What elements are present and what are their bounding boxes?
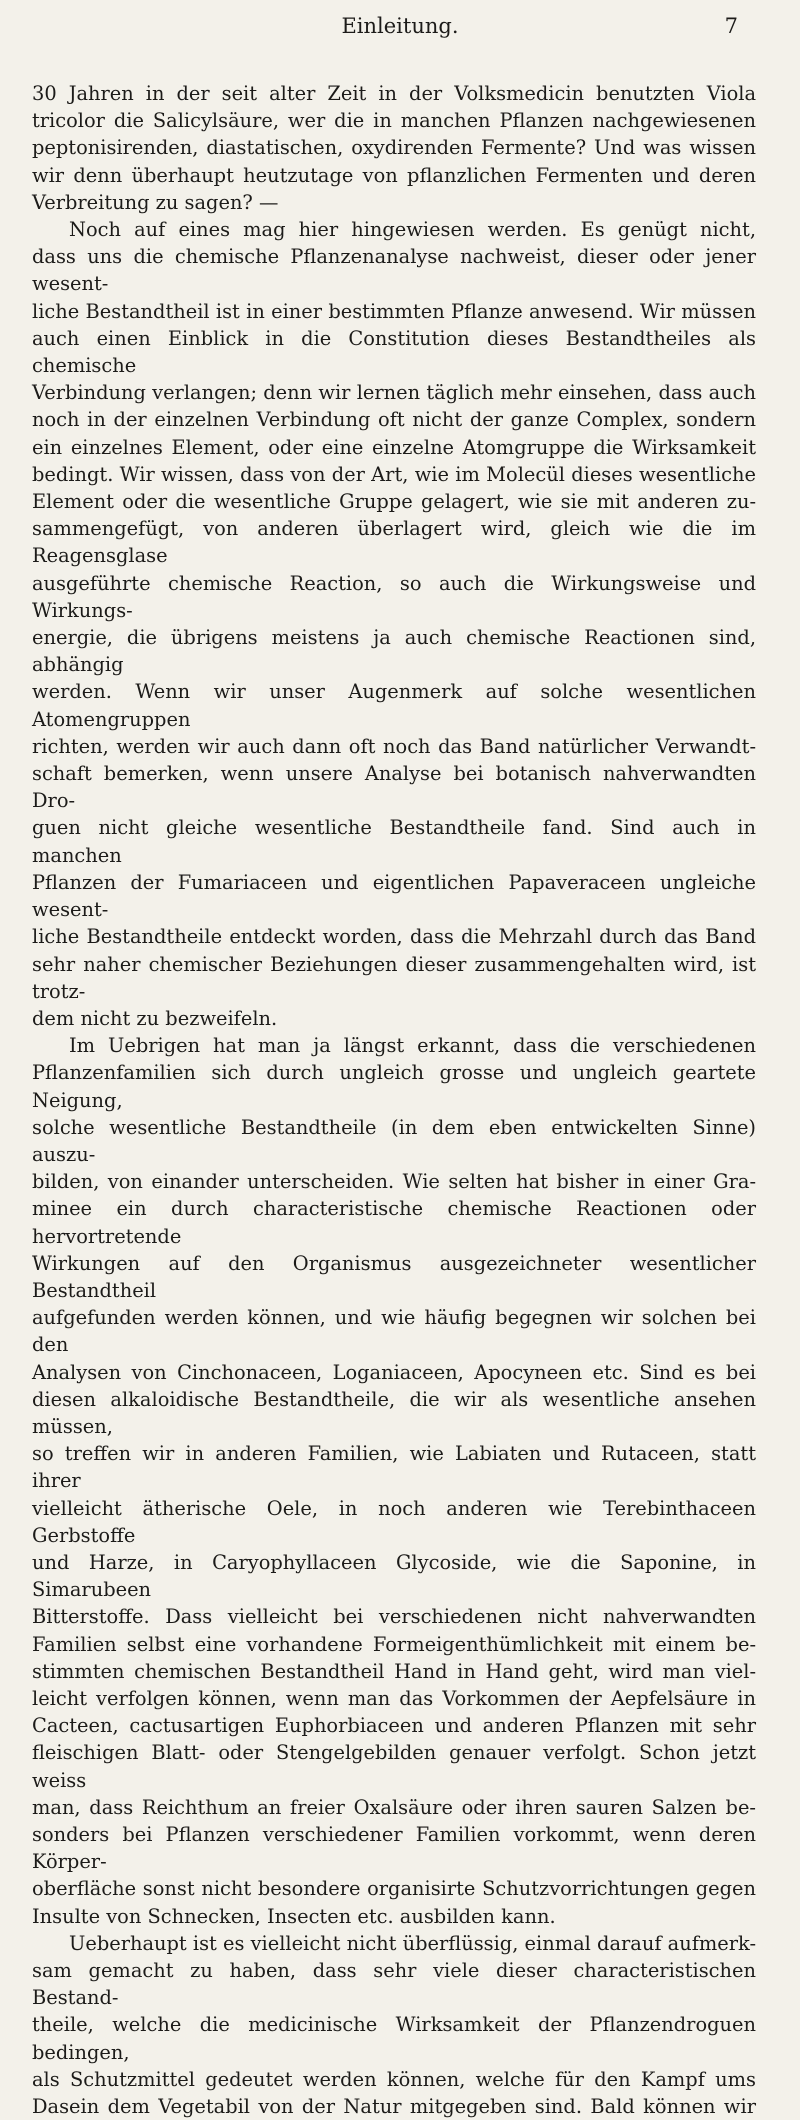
- text-line: wir denn überhaupt heutzutage von pflanzlichen Fermenten und deren: [32, 163, 756, 187]
- text-line: aufgefunden werden können, und wie häufig begegnen wir solchen bei den: [32, 1306, 756, 1357]
- text-line: dem nicht zu bezweifeln.: [32, 1006, 278, 1030]
- text-line: tricolor die Salicylsäure, wer die in manchen Pflanzen nachgewiesenen: [32, 109, 756, 133]
- text-line: Pflanzenfamilien sich durch ungleich grosse und ungleich geartete Neigung,: [32, 1061, 756, 1112]
- text-line: schaft bemerken, wenn unsere Analyse bei botanisch nahverwandten Dro-: [32, 762, 756, 813]
- text-line: sehr naher chemischer Beziehungen dieser zusammengehalten wird, ist trotz-: [32, 952, 756, 1003]
- text-line: stimmten chemischen Bestandtheil Hand in Hand geht, wird man viel-: [32, 1659, 756, 1683]
- text-line: leicht verfolgen können, wenn man das Vorkommen der Aepfelsäure in: [32, 1686, 756, 1710]
- text-line: energie, die übrigens meistens ja auch chemische Reactionen sind, abhängig: [32, 626, 756, 677]
- text-line: Insulte von Schnecken, Insecten etc. ausbilden kann.: [32, 1904, 556, 1928]
- text-line: Verbreitung zu sagen? —: [32, 190, 279, 214]
- text-line: liche Bestandtheile entdeckt worden, dass die Mehrzahl durch das Band: [32, 925, 756, 949]
- text-line: bilden, von einander unterscheiden. Wie selten hat bisher in einer Gra-: [32, 1170, 756, 1194]
- text-line: diesen alkaloidische Bestandtheile, die wir als wesentliche ansehen müssen,: [32, 1387, 756, 1438]
- text-line: Familien selbst eine vorhandene Formeigenthümlichkeit mit einem be-: [32, 1632, 756, 1656]
- text-line: theile, welche die medicinische Wirksamkeit der Pflanzendroguen bedingen,: [32, 2013, 756, 2064]
- text-line: fleischigen Blatt- oder Stengelgebilden genauer verfolgt. Schon jetzt weiss: [32, 1741, 756, 1792]
- text-line: bedingt. Wir wissen, dass von der Art, wie im Molecül dieses wesentliche: [32, 462, 756, 486]
- text-line: Pflanzen der Fumariaceen und eigentlichen Papaveraceen ungleiche wesent-: [32, 870, 756, 922]
- body-text: [32, 80, 756, 2120]
- text-line: Verbindung verlangen; denn wir lernen täglich mehr einsehen, dass auch: [32, 381, 756, 405]
- text-line: noch in der einzelnen Verbindung oft nicht der ganze Complex, sondern: [32, 408, 756, 432]
- text-line: Dasein dem Vegetabil von der Natur mitgegeben sind. Bald können wir: [32, 2095, 756, 2119]
- text-line: Im Uebrigen hat man ja längst erkannt, dass die verschiedenen: [69, 1034, 756, 1058]
- text-line: sam gemacht zu haben, dass sehr viele dieser characteristischen Bestand-: [32, 1959, 756, 2010]
- text-line: Analysen von Cinchonaceen, Loganiaceen, Apocyneen etc. Sind es bei: [32, 1360, 756, 1384]
- text-line: 30 Jahren in der seit alter Zeit in der Volksmedicin benutzten Viola: [32, 82, 756, 105]
- text-line: man, dass Reichthum an freier Oxalsäure oder ihren sauren Salzen be-: [32, 1795, 756, 1819]
- text-line: Bitterstoffe. Dass vielleicht bei verschiedenen nicht nahverwandten: [32, 1605, 756, 1629]
- paragraph: [32, 216, 756, 1032]
- text-line: werden. Wenn wir unser Augenmerk auf solche wesentlichen Atomengruppen: [32, 680, 756, 731]
- text-line: sammengefügt, von anderen überlagert wird, gleich wie die im Reagensglase: [32, 517, 756, 568]
- text-line: und Harze, in Caryophyllaceen Glycoside, wie die Saponine, in Simarubeen: [32, 1550, 756, 1602]
- text-line: auch einen Einblick in die Constitution dieses Bestandtheiles als chemische: [32, 326, 756, 378]
- text-line: richten, werden wir auch dann oft noch das Band natürlicher Verwandt-: [32, 734, 756, 758]
- text-line: als Schutzmittel gedeutet werden können, welche für den Kampf ums: [32, 2067, 756, 2091]
- paragraph: [32, 80, 756, 216]
- text-line: Noch auf eines mag hier hingewiesen werden. Es genügt nicht,: [69, 218, 756, 242]
- text-line: Ueberhaupt ist es vielleicht nicht überflüssig, einmal darauf aufmerk-: [69, 1931, 756, 1955]
- text-line: oberfläche sonst nicht besondere organisirte Schutzvorrichtungen gegen: [32, 1877, 756, 1901]
- text-line: dass uns die chemische Pflanzenanalyse nachweist, dieser oder jener wesent-: [32, 245, 756, 296]
- page-header: [0, 8, 800, 48]
- paragraph: [32, 1032, 756, 1930]
- text-line: liche Bestandtheil ist in einer bestimmten Pflanze anwesend. Wir müssen: [32, 299, 756, 323]
- text-line: so treffen wir in anderen Familien, wie Labiaten und Rutaceen, statt ihrer: [32, 1442, 756, 1493]
- text-line: vielleicht ätherische Oele, in noch anderen wie Terebinthaceen Gerbstoffe: [32, 1496, 756, 1547]
- paragraph: [32, 1930, 756, 2120]
- text-line: Element oder die wesentliche Gruppe gelagert, wie sie mit anderen zu-: [32, 490, 756, 514]
- text-line: guen nicht gleiche wesentliche Bestandtheile fand. Sind auch in manchen: [32, 816, 756, 867]
- text-line: sonders bei Pflanzen verschiedener Familien vorkommt, wenn deren Körper-: [32, 1823, 756, 1874]
- text-line: minee ein durch characteristische chemische Reactionen oder hervortretende: [32, 1197, 756, 1248]
- text-line: ausgeführte chemische Reaction, so auch die Wirkungsweise und Wirkungs-: [32, 571, 756, 622]
- page-number: 7: [724, 14, 738, 38]
- running-head: Einleitung.: [341, 14, 459, 38]
- text-line: ein einzelnes Element, oder eine einzelne Atomgruppe die Wirksamkeit: [32, 435, 756, 459]
- text-line: peptonisirenden, diastatischen, oxydirenden Fermente? Und was wissen: [32, 136, 756, 160]
- text-line: Wirkungen auf den Organismus ausgezeichneter wesentlicher Bestandtheil: [32, 1251, 756, 1302]
- text-line: solche wesentliche Bestandtheile (in dem eben entwickelten Sinne) auszu-: [32, 1115, 756, 1166]
- text-line: Cacteen, cactusartigen Euphorbiaceen und anderen Pflanzen mit sehr: [32, 1714, 756, 1738]
